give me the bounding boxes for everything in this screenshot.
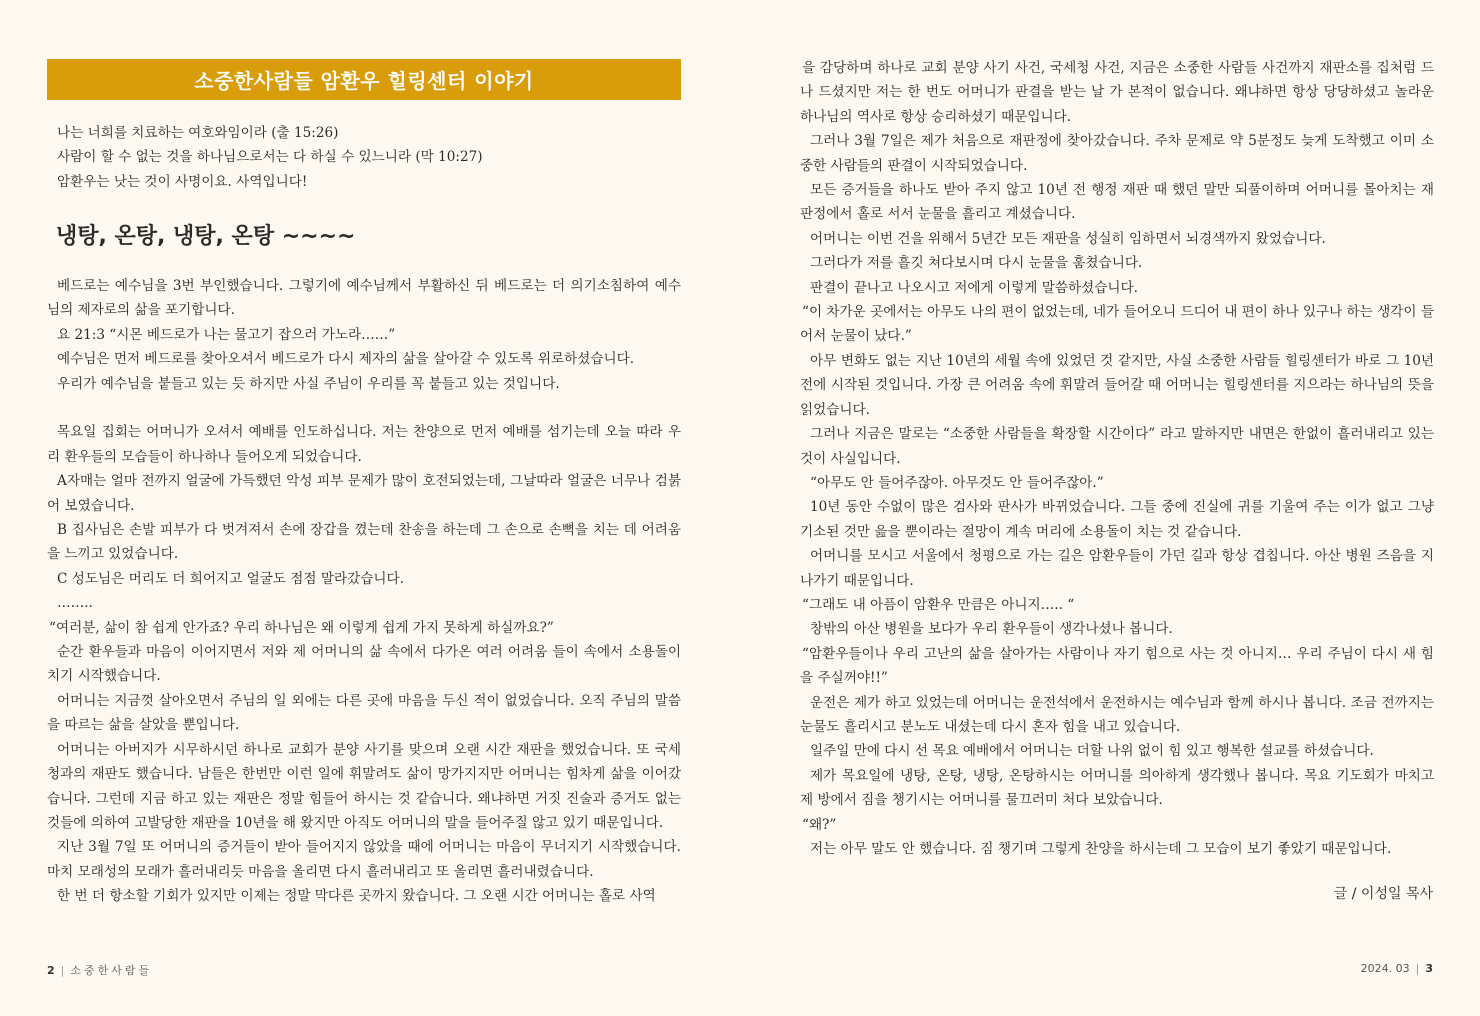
paragraph: 순간 환우들과 마음이 이어지면서 저와 제 어머니의 삶 속에서 다가온 여러 어려움 들이 속에서 소용돌이 치기 시작했습니다. <box>47 644 681 685</box>
left-column-body <box>47 274 681 909</box>
author-signature: 글 / 이성일 목사 <box>1333 886 1433 902</box>
paragraph: A자매는 얼마 전까지 얼굴에 가득했던 악성 피부 문제가 많이 호전되었는데, 그날따라 얼굴은 너무나 검붉어 보였습니다. <box>47 473 681 514</box>
title-banner <box>47 59 681 100</box>
quote-paragraph: “암환우들이나 우리 고난의 삶을 살아가는 사람이나 자기 힘으로 사는 것 아니지… 우리 주님이 다시 새 힘을 주실꺼야!!” <box>800 645 1435 687</box>
paragraph: 을 감당하며 하나로 교회 분양 사기 사건, 국세청 사건, 지금은 소중한 사람들 사건까지 재판소를 집처럼 드나 드셨지만 저는 한 번도 어머니가 판결을 받는 날 가 본적이 없습니다. 왜냐하면 항상 당당하셨고 놀라운 하나님의 역사로 항상 승리하셨기 때문입니다. <box>800 60 1434 125</box>
footer-right <box>1361 962 1433 975</box>
verse-line: 사람이 할 수 없는 것을 하나님으로서는 다 하실 수 있느니라 (막 10:27) <box>57 149 483 166</box>
paragraph: …….. <box>57 595 93 612</box>
paragraph: 어머니는 이번 건을 위해서 5년간 모든 재판을 성실히 임하면서 뇌경색까지 왔었습니다. <box>810 230 1326 247</box>
page-number: 2 <box>47 963 55 977</box>
quote-paragraph: “아무도 안 들어주잖아. 아무것도 안 들어주잖아.” <box>810 474 1104 491</box>
paragraph: 창밖의 아산 병원을 보다가 우리 환우들이 생각나셨나 봅니다. <box>810 621 1173 638</box>
paragraph: 우리가 예수님을 붙들고 있는 듯 하지만 사실 주님이 우리를 꼭 붙들고 있는 것입니다. <box>57 375 560 392</box>
verse-line: 암환우는 낫는 것이 사명이요. 사역입니다! <box>57 173 308 190</box>
paragraph: C 성도님은 머리도 더 희어지고 얼굴도 점점 말라갔습니다. <box>57 570 404 587</box>
quote-paragraph: “이 차가운 곳에서는 아무도 나의 편이 없었는데, 네가 들어오니 드디어 내 편이 하나 있구나 하는 생각이 들어서 눈물이 났다.” <box>800 304 1434 345</box>
quote-paragraph: “왜?” <box>802 816 837 833</box>
paragraph: 그러나 지금은 말로는 “소중한 사람들을 확장할 시간이다” 라고 말하지만 내면은 한없이 흘러내리고 있는 것이 사실입니다. <box>800 426 1434 467</box>
paragraph: 모든 증거들을 하나도 받아 주지 않고 10년 전 행정 재판 때 했던 말만 되풀이하며 어머니를 몰아치는 재판정에서 홀로 서서 눈물을 흘리고 계셨습니다. <box>800 182 1434 223</box>
right-page <box>740 0 1480 1016</box>
scripture-verses <box>57 121 677 194</box>
paragraph: 한 번 더 항소할 기회가 있지만 이제는 정말 막다른 곳까지 왔습니다. 그 오랜 시간 어머니는 홀로 사역 <box>57 888 656 905</box>
paragraph: 제가 목요일에 냉탕, 온탕, 냉탕, 온탕하시는 어머니를 의아하게 생각했나 봅니다. 목요 기도회가 마치고 제 방에서 짐을 챙기시는 어머니를 물끄러미 처다 보았습니다. <box>800 767 1434 809</box>
paragraph: 10년 동안 수없이 많은 검사와 판사가 바뀌었습니다. 그들 중에 진실에 귀를 기울여 주는 이가 없고 그냥 기소된 것만 읊을 뿐이라는 절망이 계속 머리에 소용돌이 치는 것 같습니다. <box>800 499 1434 540</box>
paragraph: B 집사님은 손발 피부가 다 벗겨져서 손에 장갑을 꼈는데 찬송을 하는데 그 손으로 손뼉을 치는 데 어려움을 느끼고 있었습니다. <box>47 522 681 563</box>
paragraph: 지난 3월 7일 또 어머니의 증거들이 받아 들어지지 않았을 때에 어머니는 마음이 무너지기 시작했습니다. 마치 모래성의 모래가 흘러내리듯 마음을 올리면 다시 흘러내리고 또 올리면 흘러내렸습니다. <box>47 839 681 880</box>
footer-left <box>47 962 152 978</box>
paragraph: 어머니는 지금껏 살아오면서 주님의 일 외에는 다른 곳에 마음을 두신 적이 없었습니다. 오직 주님의 말씀을 따르는 삶을 살았을 뿐입니다. <box>47 692 681 734</box>
footer-divider: | <box>1415 962 1420 975</box>
paragraph-spacer <box>47 396 681 420</box>
paragraph: 그러다가 저를 흘깃 쳐다보시며 다시 눈물을 훔쳤습니다. <box>810 255 1143 272</box>
paragraph: 예수님은 먼저 베드로를 찾아오셔서 베드로가 다시 제자의 삶을 살아갈 수 있도록 위로하셨습니다. <box>57 351 635 368</box>
paragraph: 요 21:3 “시몬 베드로가 나는 물고기 잡으러 가노라……” <box>57 326 396 343</box>
quote-paragraph: “여러분, 삶이 참 쉽게 안가죠? 우리 하나님은 왜 이렇게 쉽게 가지 못하게 하실까요?” <box>49 619 554 636</box>
footer-divider: | <box>60 963 65 977</box>
magazine-name: 소중한사람들 <box>70 964 153 977</box>
paragraph: 목요일 집회는 어머니가 오셔서 예배를 인도하십니다. 저는 찬양으로 먼저 예배를 섬기는데 오늘 따라 우리 환우들의 모습들이 하나하나 들어오게 되었습니다. <box>47 424 681 465</box>
paragraph: 그러나 3월 7일은 제가 처음으로 재판정에 찾아갔습니다. 주차 문제로 약 5분정도 늦게 도착했고 이미 소중한 사람들의 판결이 시작되었습니다. <box>800 133 1434 174</box>
banner-title: 소중한사람들 암환우 힐링센터 이야기 <box>194 69 534 93</box>
verse-line: 나는 너희를 치료하는 여호와임이라 (출 15:26) <box>57 125 339 141</box>
page-number: 3 <box>1425 962 1433 975</box>
right-column-body <box>800 56 1434 861</box>
paragraph: 베드로는 예수님을 3번 부인했습니다. 그렇기에 예수님께서 부활하신 뒤 베드로는 더 의기소침하여 예수님의 제자로의 삶을 포기합니다. <box>47 278 681 319</box>
paragraph: 어머니는 아버지가 시무하시던 하나로 교회가 분양 사기를 맞으며 오랜 시간 재판을 했었습니다. 또 국세청과의 재판도 했습니다. 남들은 한번만 이런 일에 휘말려도 삶이 망가지지만 어머니는 힘차게 삶을 이어갔습니다. 그런데 지금 하고 있는 재판은 정말 힘들어 하시는 것 같습니다. 왜냐하면 거짓 진술과 증거도 없는 것들에 의하여 고발당한 재판을 10년을 해 왔지만 아직도 어머니의 말을 들어주질 않고 있기 때문입니다. <box>47 741 681 831</box>
paragraph: 판결이 끝나고 나오시고 저에게 이렇게 말씀하셨습니다. <box>810 279 1138 296</box>
issue-date: 2024. 03 <box>1360 962 1410 975</box>
paragraph: 운전은 제가 하고 있었는데 어머니는 운전석에서 운전하시는 예수님과 함께 하시나 봅니다. 조금 전까지는 눈물도 흘리시고 분노도 내셨는데 다시 혼자 힘을 내고 있습니다. <box>800 694 1434 735</box>
paragraph: 일주일 만에 다시 선 목요 예배에서 어머니는 더할 나위 없이 힘 있고 행복한 설교를 하셨습니다. <box>810 743 1374 760</box>
paragraph: 어머니를 모시고 서울에서 청평으로 가는 길은 암환우들이 가던 길과 항상 겹칩니다. 아산 병원 즈음을 지나가기 때문입니다. <box>800 548 1434 589</box>
paragraph: 저는 아무 말도 안 했습니다. 짐 챙기며 그렇게 찬양을 하시는데 그 모습이 보기 좋았기 때문입니다. <box>810 841 1392 857</box>
article-heading: 냉탕, 온탕, 냉탕, 온탕 ~~~~ <box>56 224 356 249</box>
paragraph: 아무 변화도 없는 지난 10년의 세월 속에 있었던 것 같지만, 사실 소중한 사람들 힐링센터가 바로 그 10년 전에 시작된 것입니다. 가장 큰 어려움 속에 휘말려 들어갈 때 어머니는 힐링센터를 지으라는 하나님의 뜻을 읽었습니다. <box>800 352 1434 418</box>
quote-paragraph: “그래도 내 아픔이 암환우 만큼은 아니지….. “ <box>802 596 1075 613</box>
